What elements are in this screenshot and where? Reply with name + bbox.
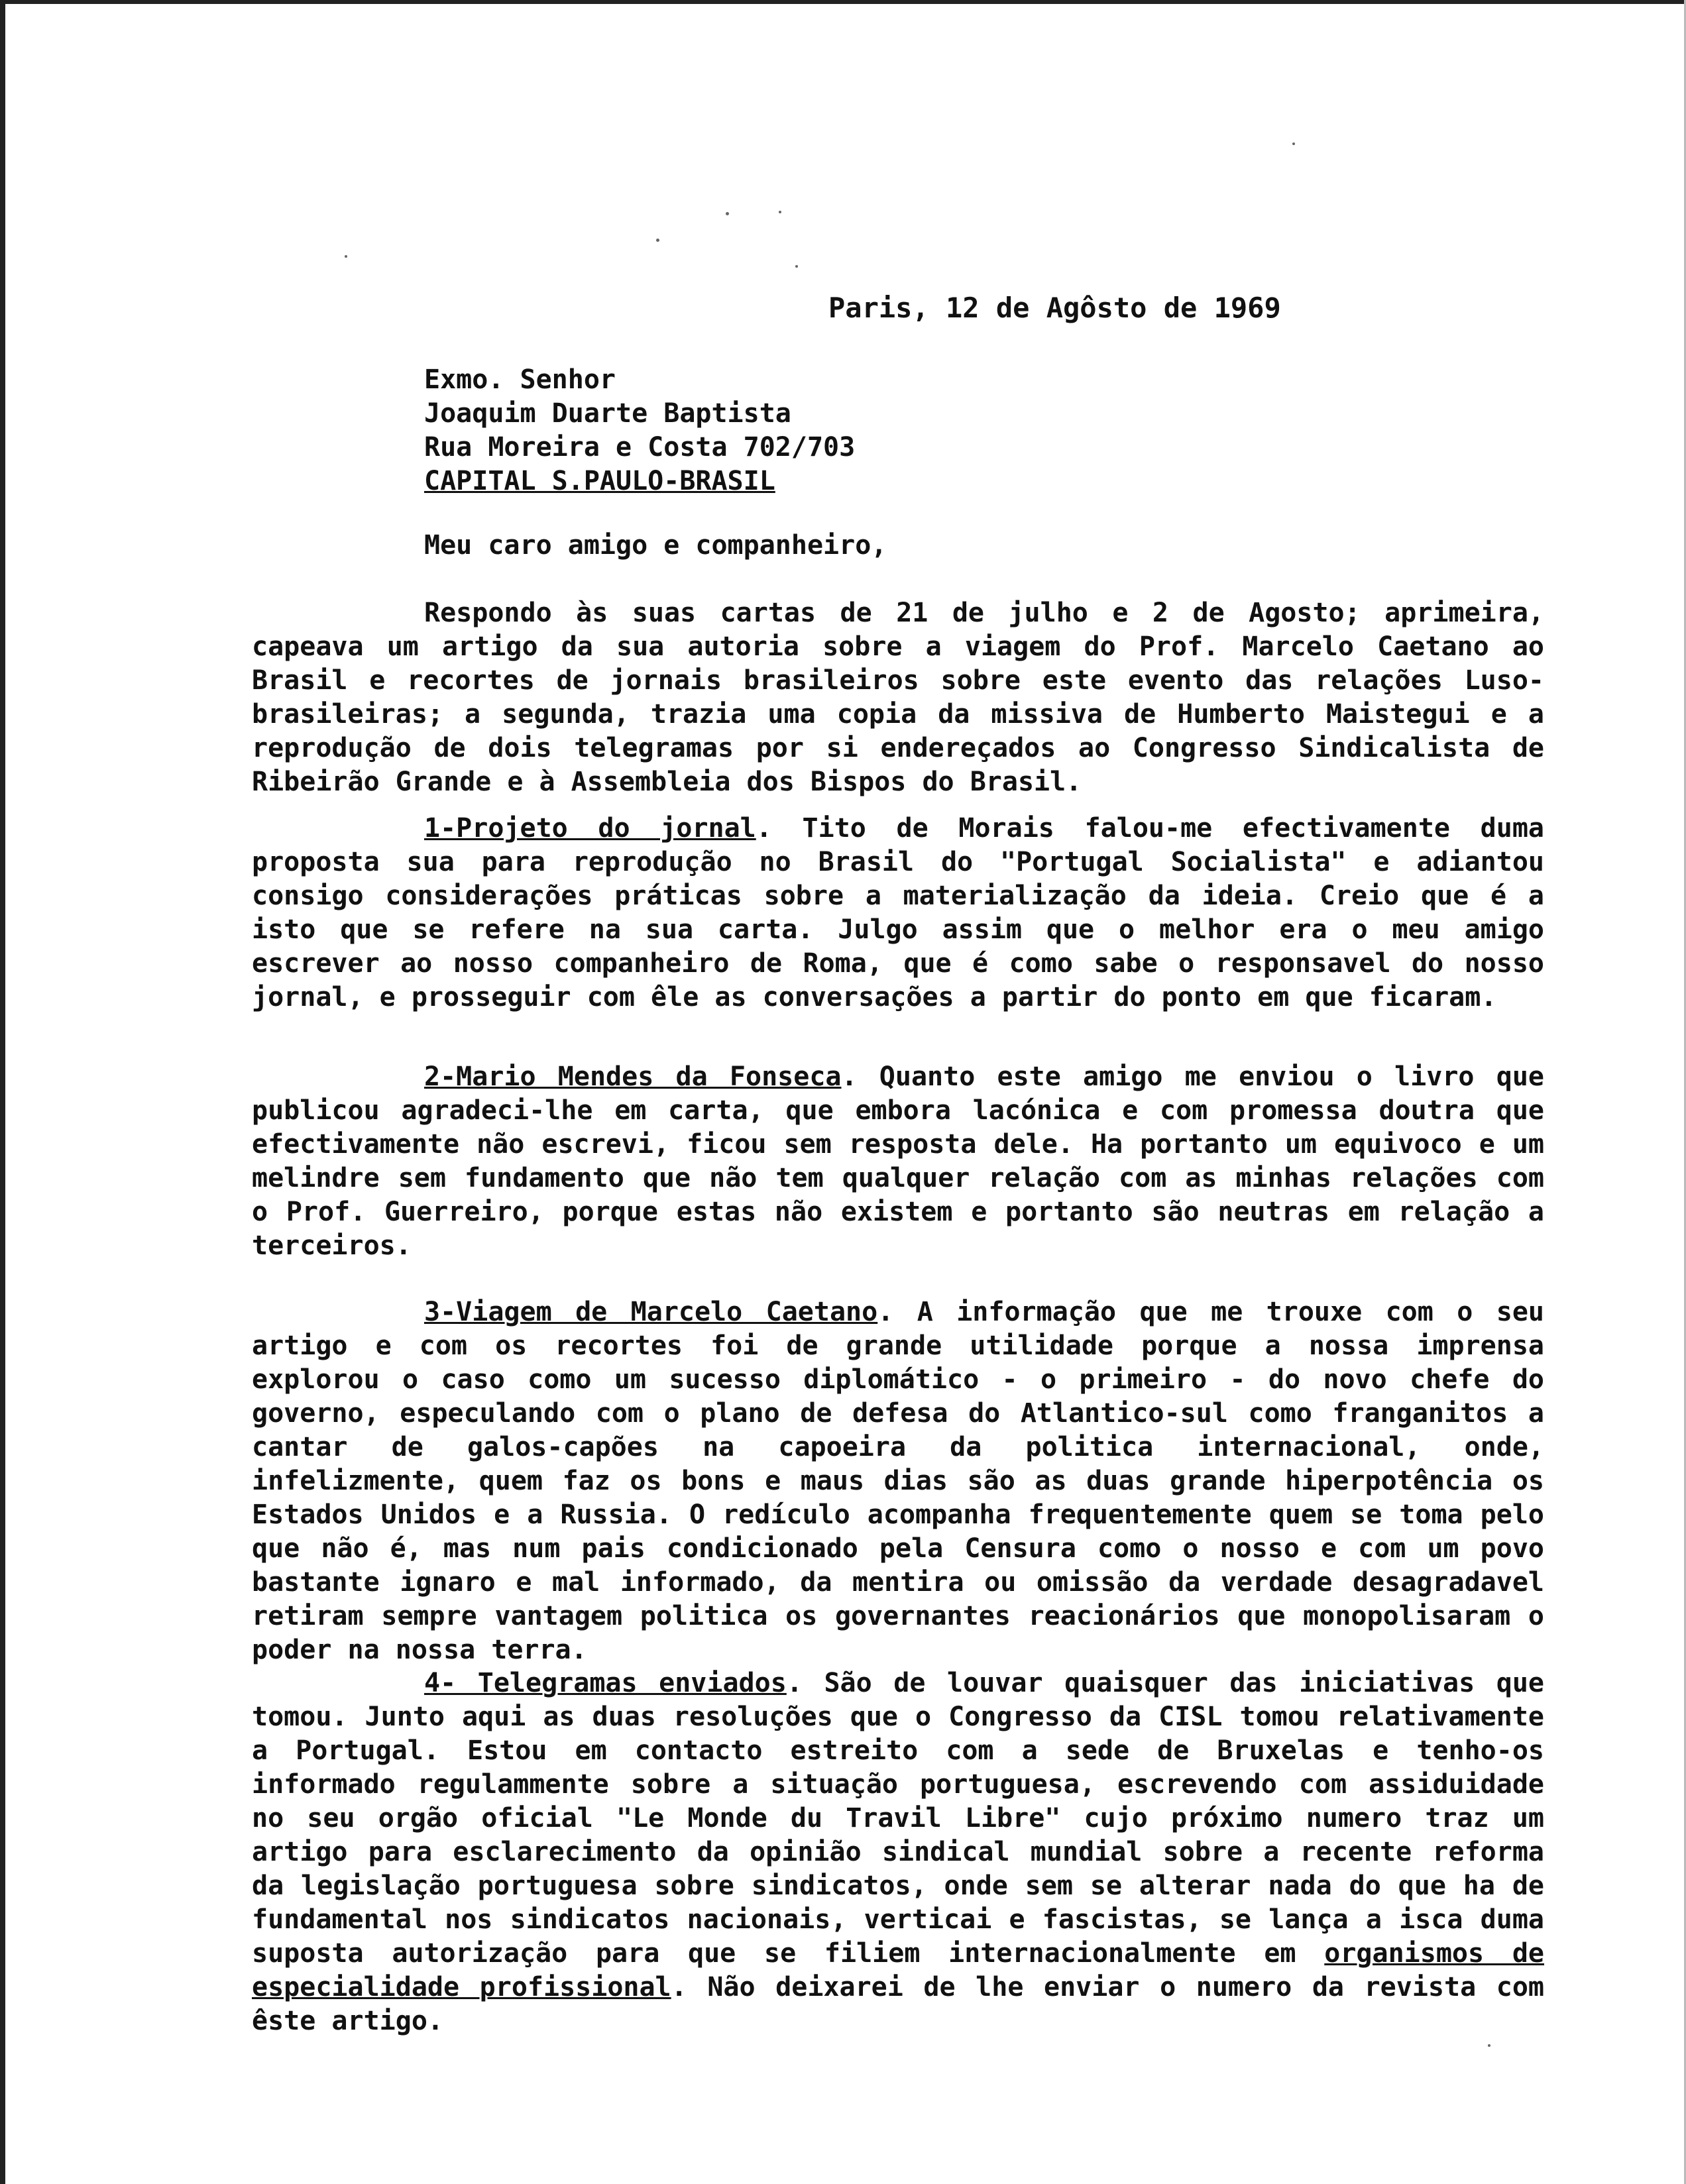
letter-date: Paris, 12 de Agôsto de 1969	[828, 292, 1281, 324]
scan-speck	[656, 239, 659, 242]
address-line-title: Exmo. Senhor	[424, 364, 616, 395]
address-line-name: Joaquim Duarte Baptista	[424, 398, 791, 429]
section-heading-fonseca: 2-Mario Mendes da Fonseca	[424, 1062, 842, 1092]
paragraph-jornal-text: . Tito de Morais falou-me efectivamente duma proposta sua para reprodução no Brasil do "Portugal Socialista" e adiantou consigo considerações práticas sobre a materialização da ideia. Creio que é a isto que se refere na sua carta. Julgo assim que o melhor era o meu amigo escrever ao nosso companheiro de Roma, que é como sabe o responsavel do nosso jornal, e prosseguir com êle as conversações a partir do ponto em que ficaram.	[252, 813, 1544, 1012]
scan-border-left	[0, 0, 5, 2184]
underlined-phrase: organismos de especialidade profissional	[252, 1938, 1544, 2002]
address-line-city: CAPITAL S.PAULO-BRASIL	[424, 466, 775, 496]
paragraph-fonseca-text: . Quanto este amigo me enviou o livro que publicou agradeci-lhe em carta, que embora lacónica e com promessa doutra que efectivamente não escrevi, ficou sem resposta dele. Ha portanto um equivoco e um melindre sem fundamento que não tem qualquer relação com as minhas relações com o Prof. Guerreiro, porque estas não existem e portanto são neutras em relação a terceiros.	[252, 1062, 1544, 1261]
address-line-street: Rua Moreira e Costa 702/703	[424, 432, 856, 463]
paragraph-telegramas-text: . São de louvar quaisquer das iniciativas que tomou. Junto aqui as duas resoluções que o Congresso da CISL tomou relativamente a Portugal. Estou em contacto estreito com a sede de Bruxelas e tenho-os informado regulammente sobre a situação portuguesa, escrevendo com assiduidade no seu orgão oficial "Le Monde du Travil Libre" cujo próximo numero traz um artigo para esclarecimento da opinião sindical mundial sobre a recente reforma da legislação portuguesa sobre sindicatos, onde sem se alterar nada do que ha de fundamental nos sindicatos nacionais, verticai e fascistas, se lança a isca duma suposta autorização para que se filiem internacionalmente em	[252, 1668, 1544, 1969]
scan-speck	[795, 265, 798, 268]
scan-speck	[726, 212, 729, 215]
paragraph-fonseca	[252, 1060, 1544, 1263]
scan-speck	[345, 255, 347, 258]
paragraph-telegramas	[252, 1666, 1544, 2038]
paragraph-telegramas-closing: . Não deixarei de lhe enviar o numero da revista com êste artigo.	[252, 1972, 1545, 2036]
paragraph-intro-text: Respondo às suas cartas de 21 de julho e 2 de Agosto; aprimeira, capeava um artigo da sua autoria sobre a viagem do Prof. Marcelo Caetano ao Brasil e recortes de jornais brasileiros sobre este evento das relações Luso-brasileiras; a segunda, trazia uma copia da missiva de Humberto Maistegui e a reprodução de dois telegramas por si endereçados ao Congresso Sindicalista de Ribeirão Grande e à Assembleia dos Bispos do Brasil.	[252, 598, 1544, 797]
scan-speck	[1488, 2044, 1490, 2047]
scan-speck	[779, 211, 781, 213]
recipient-address	[424, 363, 855, 498]
scan-speck	[1292, 142, 1295, 145]
section-heading-telegramas: 4- Telegramas enviados	[424, 1668, 787, 1698]
paragraph-viagem	[252, 1295, 1544, 1667]
paragraph-viagem-text: . A informação que me trouxe com o seu artigo e com os recortes foi de grande utilidade porque a nossa imprensa explorou o caso como um sucesso diplomático - o primeiro - do novo chefe do governo, especulando com o plano de defesa do Atlantico-sul como franganitos a cantar de galos-capões na capoeira da politica internacional, onde, infelizmente, quem faz os bons e maus dias são as duas grande hiperpotência os Estados Unidos e a Russia. O redículo acompanha frequentemente quem se toma pelo que não é, mas num pais condicionado pela Censura como o nosso e com um povo bastante ignaro e mal informado, da mentira ou omissão da verdade desagradavel retiram sempre vantagem politica os governantes reacionários que monopolisaram o poder na nossa terra.	[252, 1297, 1544, 1665]
section-heading-jornal: 1-Projeto do jornal	[424, 813, 756, 844]
paragraph-jornal	[252, 812, 1544, 1014]
salutation: Meu caro amigo e companheiro,	[424, 530, 887, 561]
section-heading-viagem: 3-Viagem de Marcelo Caetano	[424, 1297, 878, 1327]
paragraph-intro	[252, 596, 1544, 799]
scan-border-top	[0, 0, 1686, 4]
